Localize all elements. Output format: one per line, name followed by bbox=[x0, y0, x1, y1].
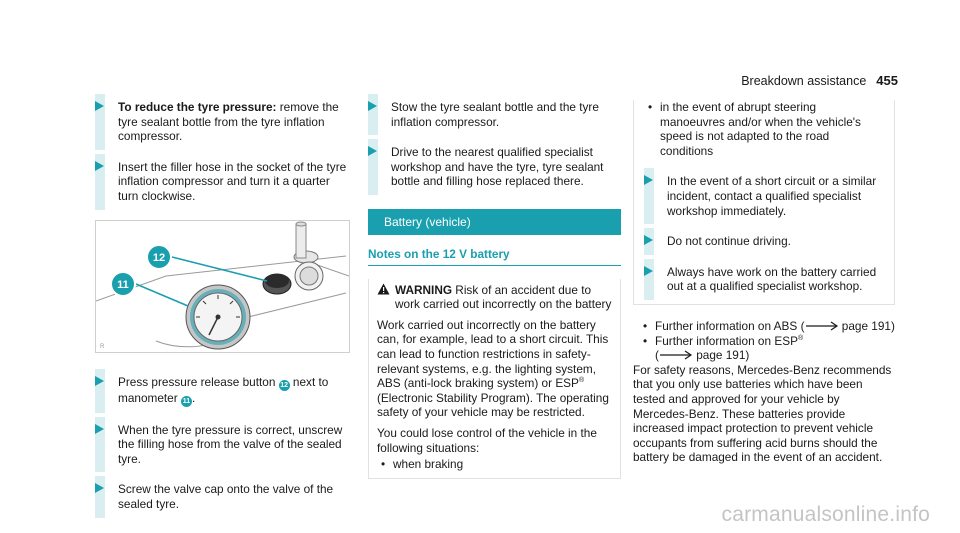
abs-page-link[interactable]: page 191) bbox=[838, 318, 895, 333]
esp-reference bbox=[639, 334, 895, 363]
warning-paragraph: You could lose control of the vehicle in the following situations: bbox=[377, 425, 597, 455]
references bbox=[633, 319, 895, 465]
step-arrow-icon bbox=[644, 175, 653, 185]
warning-step-stop bbox=[644, 234, 884, 249]
step-text: Screw the valve cap onto the valve of the sealed tyre. bbox=[118, 482, 334, 511]
header-title: Breakdown assistance bbox=[741, 74, 867, 88]
section-title: Battery (vehicle) bbox=[368, 209, 621, 235]
registered-mark: ® bbox=[578, 377, 585, 385]
warning-label: WARNING bbox=[395, 282, 453, 297]
page-arrow-icon bbox=[805, 321, 839, 331]
step-arrow-icon bbox=[644, 266, 653, 276]
step-arrow-icon bbox=[644, 235, 653, 245]
step-arrow-icon bbox=[368, 101, 377, 111]
figure-code: R bbox=[100, 343, 105, 350]
step-text: next to manometer bbox=[118, 374, 329, 405]
warning-paragraph bbox=[377, 318, 612, 420]
warning-step-workshop bbox=[644, 265, 884, 294]
abs-reference bbox=[639, 319, 895, 334]
step-unscrew-hose bbox=[95, 423, 353, 467]
step-arrow-icon bbox=[95, 161, 104, 171]
callout-11-label: 11 bbox=[117, 278, 129, 291]
registered-mark: ® bbox=[797, 334, 804, 342]
warning-heading bbox=[377, 283, 612, 312]
callout-badge-11: 11 bbox=[182, 397, 191, 405]
compressor-illustration bbox=[95, 220, 350, 353]
step-arrow-icon bbox=[95, 424, 104, 434]
step-arrow-icon bbox=[368, 146, 377, 156]
column-2 bbox=[368, 100, 621, 479]
reference-text: Further information on ESP bbox=[655, 333, 798, 348]
step-text: . bbox=[191, 390, 196, 405]
warning-box-continued bbox=[633, 100, 895, 305]
page-header bbox=[741, 73, 898, 88]
step-screw-cap bbox=[95, 482, 353, 511]
warning-box bbox=[368, 279, 621, 479]
step-text: In the event of a short circuit or a similar incident, contact a qualified specialist workshop immediately. bbox=[667, 174, 877, 218]
page-arrow-icon bbox=[659, 350, 693, 360]
warning-bullet: • in the event of abrupt steering manoeuvres and/or when the vehicle's speed is not adapted to the road conditions bbox=[644, 100, 884, 158]
callout-badge-12: 12 bbox=[280, 381, 289, 389]
compressor-drawing bbox=[96, 221, 349, 352]
step-stow bbox=[368, 100, 621, 129]
warning-text: Work carried out incorrectly on the battery can, for example, lead to a short circuit. This can lead to function restrictions in safety-relevant systems, e.g. the lighting system, ABS (anti-lock braking system) or ESP bbox=[377, 317, 609, 391]
step-text: Do not continue driving. bbox=[667, 234, 791, 249]
step-press-button bbox=[95, 375, 353, 407]
subsection-heading: Notes on the 12 V battery bbox=[368, 247, 621, 266]
step-text: Stow the tyre sealant bottle and the tyre inflation compressor. bbox=[391, 100, 599, 129]
watermark: carmanualsonline.info bbox=[721, 503, 930, 526]
step-drive-workshop bbox=[368, 145, 621, 189]
reference-text: Further information on ABS ( bbox=[655, 318, 805, 333]
step-arrow-icon bbox=[95, 101, 104, 111]
step-reduce-pressure bbox=[95, 100, 353, 144]
reference-text: ( bbox=[655, 348, 659, 363]
warning-bullet: • when braking bbox=[377, 457, 612, 472]
warning-title: Risk of an accident due to work carried out incorrectly on the battery bbox=[395, 282, 612, 312]
callout-12-label: 12 bbox=[152, 251, 166, 264]
warning-step-contact bbox=[644, 174, 884, 218]
step-text: Insert the filler hose in the socket of the tyre inflation compressor and turn it a quarter turn clockwise. bbox=[118, 159, 347, 203]
esp-page-link[interactable]: page 191) bbox=[692, 348, 750, 363]
step-arrow-icon bbox=[95, 376, 104, 386]
step-bold-label: To reduce the tyre pressure: bbox=[118, 100, 277, 114]
step-arrow-icon bbox=[95, 483, 104, 493]
column-1 bbox=[95, 100, 353, 528]
battery-recommendation: For safety reasons, Mercedes-Benz recommends that you only use batteries which have been tested and approved for your vehicle by Mercedes-Benz. These batteries provide increased impact protection to prevent vehicle occupants from suffering acid burns should the battery be damaged in the event of an accident. bbox=[633, 362, 892, 465]
step-insert-hose bbox=[95, 160, 353, 204]
step-text: remove the tyre sealant bottle from the tyre inflation compressor. bbox=[118, 100, 339, 144]
page-number: 455 bbox=[876, 73, 898, 88]
step-text: Press pressure release button bbox=[118, 374, 279, 389]
step-text: Drive to the nearest qualified specialist workshop and have the tyre, tyre sealant bottle and filling hose replaced there. bbox=[391, 145, 604, 189]
column-3 bbox=[633, 100, 895, 465]
step-text: When the tyre pressure is correct, unscrew the filling hose from the valve of the sealed tyre. bbox=[118, 422, 343, 466]
warning-triangle-icon bbox=[377, 283, 390, 295]
warning-text: (Electronic Stability Program). The operating safety of your vehicle may be restricted. bbox=[377, 390, 609, 420]
step-text: Always have work on the battery carried out at a qualified specialist workshop. bbox=[667, 264, 877, 294]
